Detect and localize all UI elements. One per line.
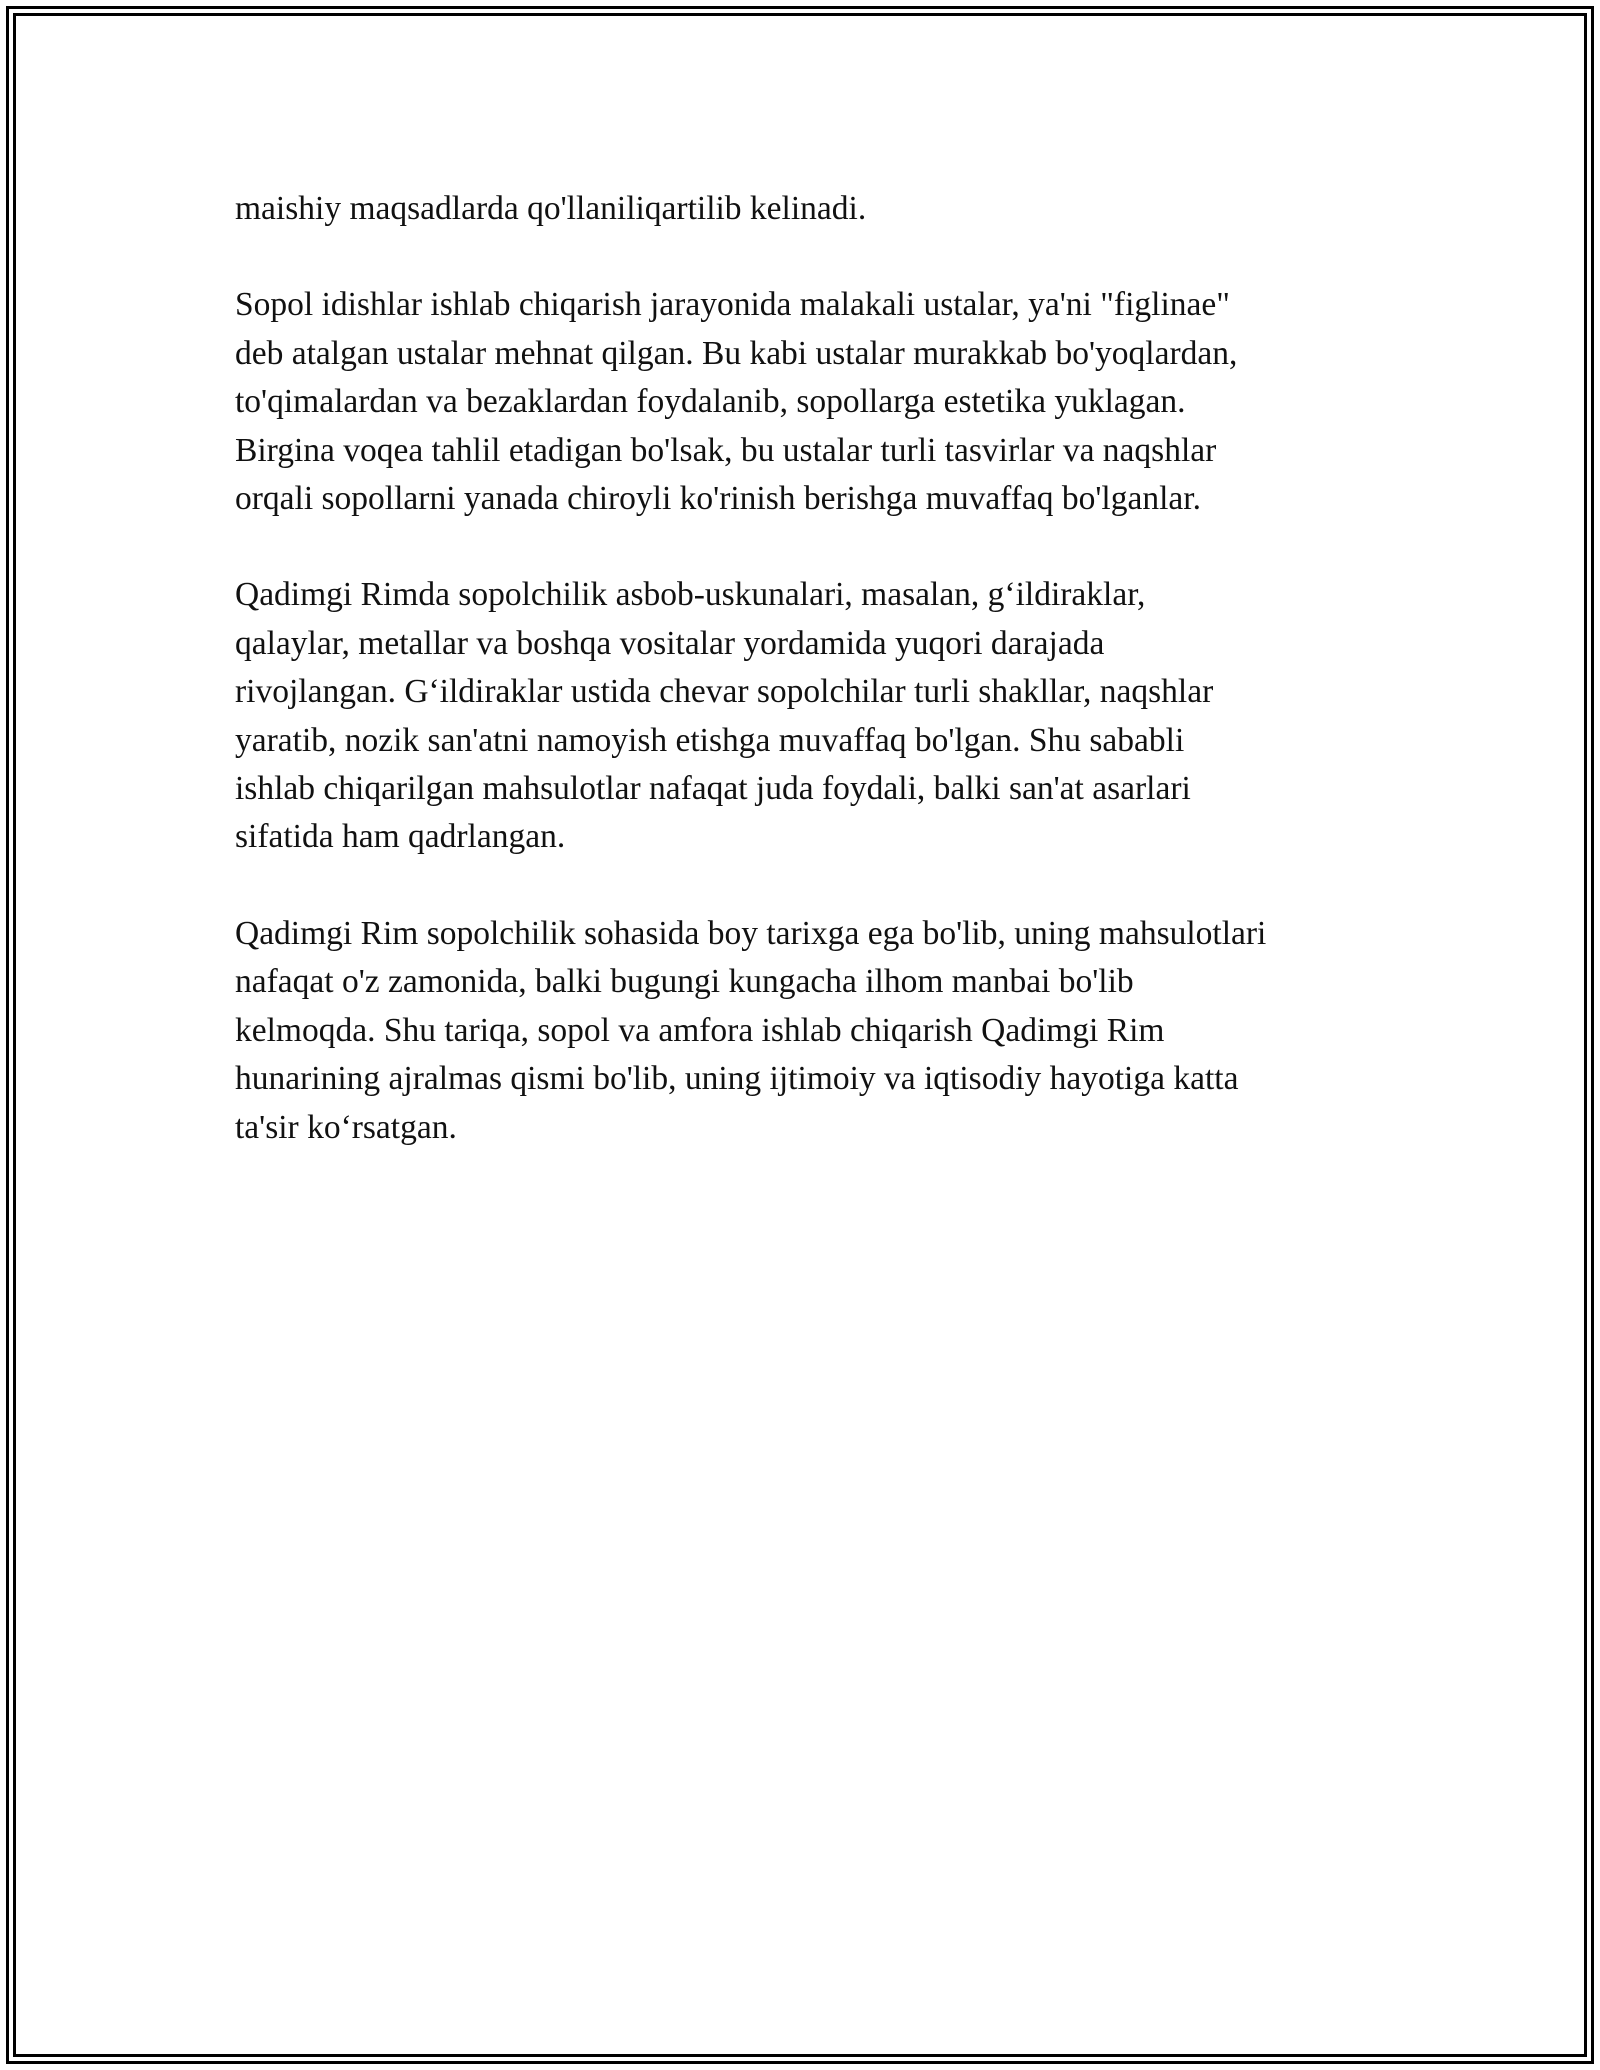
document-body — [235, 185, 1375, 1200]
paragraph-4: Qadimgi Rim sopolchilik sohasida boy tarixga ega bo'lib, uning mahsulotlari nafaqat o'z zamonida, balki bugungi kungacha ilhom manbai bo'lib kelmoqda. Shu tariqa, sopol va amfora ishlab chiqarish Qadimgi Rim hunarining ajralmas qismi bo'lib, uning ijtimoiy va iqtisodiy hayotiga katta ta'sir ko‘rsatgan. — [235, 914, 1267, 1146]
paragraph-2: Sopol idishlar ishlab chiqarish jarayonida malakali ustalar, ya'ni "figlinae" deb atalgan ustalar mehnat qilgan. Bu kabi ustalar murakkab bo'yoqlardan, to'qimalardan va bezaklardan foydalanib, sopollarga estetika yuklagan. Birgina voqea tahlil etadigan bo'lsak, bu ustalar turli tasvirlar va naqshlar orqali sopollarni yanada chiroyli ko'rinish berishga muvaffaq bo'lganlar. — [235, 286, 1238, 518]
paragraph-1: maishiy maqsadlarda qo'llaniliqartilib kelinadi. — [235, 190, 867, 227]
paragraph-3: Qadimgi Rimda sopolchilik asbob-uskunalari, masalan, g‘ildiraklar, qalaylar, metallar va boshqa vositalar yordamida yuqori darajada rivojlangan. G‘ildiraklar ustida chevar sopolchilar turli shakllar, naqshlar yaratib, nozik san'atni namoyish etishga muvaffaq bo'lgan. Shu sababli ishlab chiqarilgan mahsulotlar nafaqat juda foydali, balki san'at asarlari sifatida ham qadrlangan. — [235, 576, 1214, 856]
